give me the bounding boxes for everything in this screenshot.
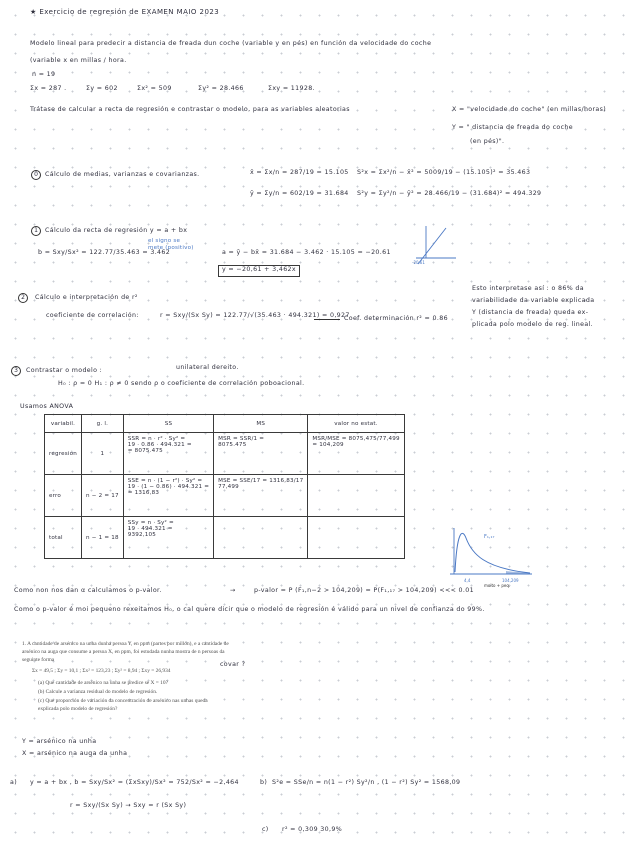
step-0-marker: 0 xyxy=(31,170,41,180)
exercise-title: ★ Exercicio de regresión de EXAMEN MAIO 2023 xyxy=(30,8,220,16)
second-x-def: X = arsénico na auga da unha xyxy=(22,750,128,757)
correlation-label: coeficiente de correlación: xyxy=(46,312,139,319)
question-a: (a) Que cantidade de arsénico na unha se predice se X = 10? xyxy=(38,680,168,686)
step-2-label: Cálculo e interpretación de r² xyxy=(35,294,138,301)
row-f xyxy=(308,475,404,517)
regression-line: y = −20,61 + 3,462x xyxy=(222,266,296,273)
sum-y2: Σy² = 28.466 xyxy=(198,85,244,92)
row-ms xyxy=(214,475,308,517)
ss-line: = 1316,83 xyxy=(127,490,160,496)
sign-note-2: mete (positivo) xyxy=(148,245,194,251)
part-b-formula: S²e = SSe/n = n(1 − r²) Sy²/n , (1 − r²) Sy² = 1568,09 xyxy=(272,779,461,786)
step-3-label: Contrastar o modelo : xyxy=(26,367,103,374)
f-stat-label: 104,209 xyxy=(502,578,519,583)
slope-b: b = Sxy/Sx² = 122.77/35.463 = 3.462 xyxy=(38,249,171,256)
f-distribution-sketch xyxy=(444,522,536,588)
y-definition-cont: (en pés)". xyxy=(470,138,505,145)
printed-stats: Σx = 49,5 ; Σy = 10,1 ; Σx² = 123,23 ; Σy² = 8,94 ; Σxy = 26,934 xyxy=(32,668,171,674)
header-gl: g. l. xyxy=(82,415,124,433)
part-c-label: c) xyxy=(262,826,269,833)
header-ms: MS xyxy=(214,415,308,433)
sum-x: Σx = 287 . xyxy=(30,85,67,92)
ss-line: 19 · (1 − 0.86) · 494.321 = xyxy=(127,484,210,490)
interp-1: Esto interpretase así : o 86% da xyxy=(472,285,584,292)
anova-table xyxy=(44,414,405,559)
header-variabil: variabil. xyxy=(45,415,82,433)
f-curve-label: F₁,₁₇ xyxy=(484,534,495,540)
ms-line: MSR = SSR/1 = xyxy=(218,436,265,442)
ss-line: 19 · 494.321 = xyxy=(127,526,173,532)
row-gl: 1 xyxy=(82,433,124,475)
printed-line-2: arsénico na auga que consume a persoa X, en ppm, foi estudada nunha mostra de n persoas da xyxy=(22,649,225,655)
part-b-label: b) xyxy=(260,779,268,786)
ss-line: SSy = n · Sy² = xyxy=(127,520,174,526)
intro-line-1: Modelo lineal para predecir a distancia de freada dun coche (variable y en pés) en función da velocidade do coche xyxy=(30,40,432,47)
f-critical-label: 4,4 xyxy=(464,578,471,583)
arrow-icon: → xyxy=(230,587,236,594)
step-0-label: Cálculo de medias, varianzas e covarianzas. xyxy=(45,171,200,178)
pvalue-formula: p-valor = P (F₁,n−2 > 104,209) = P(F₁,₁₇ > 104,209) <<< 0.01 xyxy=(254,587,474,594)
interp-3: Y (distancia de freada) queda ex- xyxy=(472,309,589,316)
row-label: erro xyxy=(45,475,82,517)
row-gl: n − 1 = 18 xyxy=(82,517,124,559)
part-a-formula: y = a + bx , b = Sxy/Sx² = (ΣxSxy)/Sx² = 752/Sx² = −2,464 xyxy=(30,779,239,786)
sketch-label: -20.61 xyxy=(412,260,425,265)
intercept-a: a = ȳ − bx̄ = 31.684 − 3.462 · 15.105 = −20.61 xyxy=(222,249,391,256)
second-y-def: Y = arsénico na unha xyxy=(22,738,97,745)
r-relation: r = Sxy/(Sx Sy) → Sxy = r (Sx Sy) xyxy=(70,802,187,809)
usamos-anova: Usamos ANOVA xyxy=(20,403,74,410)
intro-line-2: (variable x en millas / hora. xyxy=(30,57,127,64)
sample-size: n = 19 xyxy=(32,71,56,78)
printed-line-1: 1. A cantidade de arsénico na unha dunha persoa Y, en ppm (partes por millón), e a cantidade de xyxy=(22,641,229,647)
star-icon: ★ xyxy=(30,8,37,16)
interp-2: variabilidade da variable explicada xyxy=(472,297,595,304)
conclusion: Como o p-valor é moi pequeno rexeitamos H₀, o cal quere dicir que o modelo de regresión é válido para un nivel de confianza do 99%. xyxy=(14,606,485,613)
ss-line: = 8075.475 xyxy=(127,448,163,454)
row-ss xyxy=(123,475,213,517)
row-ms xyxy=(214,517,308,559)
sum-x2: Σx² = 509 xyxy=(137,85,172,92)
ss-line: 9392,105 xyxy=(127,532,157,538)
part-a-label: a) xyxy=(10,779,18,786)
step-3-marker: 3 xyxy=(11,366,21,376)
determination-coef: Coef. determinación r² = 0.86 xyxy=(344,315,448,322)
printed-line-3: seguinte forma xyxy=(22,657,55,663)
ss-line: SSE = n · (1 − r²) · Sy² = xyxy=(127,478,203,484)
question-c-2: explicada polo modelo de regresión? xyxy=(38,706,118,712)
row-f xyxy=(308,517,404,559)
row-ms xyxy=(214,433,308,475)
anova-row-regresion xyxy=(45,433,405,475)
arrow-line xyxy=(314,319,340,320)
row-ss xyxy=(123,433,213,475)
row-label: regresión xyxy=(45,433,82,475)
sign-note-1: el signo se xyxy=(148,238,181,244)
question-b: (b) Calcule a varianza residual do modelo de regresión. xyxy=(38,689,158,695)
variance-y: S²y = Σy²/n − ȳ² = 28.466/19 − (31.684)² = 494.329 xyxy=(357,190,542,197)
anova-row-erro xyxy=(45,475,405,517)
f-tail-note: moito + peq. xyxy=(484,583,511,588)
x-definition: X = "velocidade do coche" (en millas/horas) xyxy=(452,106,607,113)
f-line: = 104,209 xyxy=(312,442,344,448)
y-definition: Y = " distancia de freada do coche xyxy=(452,124,573,131)
ss-line: 19 · 0.86 · 494.321 = xyxy=(127,442,192,448)
ss-line: SSR = n · r² · Sy² = xyxy=(127,436,186,442)
interp-4: plicada polo modelo de reg. lineal. xyxy=(472,321,594,328)
mean-x: x̄ = Σx/n = 287/19 = 15.105 xyxy=(250,169,349,176)
question-c-1: (c) Que proporción de variación da concentración de arsénico nas unhas queda xyxy=(38,698,208,704)
regression-sketch xyxy=(412,222,462,266)
step-1-marker: 1 xyxy=(31,226,41,236)
part-c-formula: r² = 0,309 30,9% xyxy=(282,826,343,833)
sum-xy: Σxy = 11928. xyxy=(268,85,315,92)
ms-line: 77,499 xyxy=(218,484,239,490)
header-f: valor no estat. xyxy=(308,415,404,433)
step-2-marker: 2 xyxy=(18,293,28,303)
mean-y: ȳ = Σy/n = 602/19 = 31.684 xyxy=(250,190,349,197)
ms-line: 8075.475 xyxy=(218,442,247,448)
row-label: total xyxy=(45,517,82,559)
row-gl: n − 2 = 17 xyxy=(82,475,124,517)
f-line: MSR/MSE = 8075,475/77,499 xyxy=(312,436,400,442)
covar-note: covar ? xyxy=(220,661,246,668)
task-statement: Trátase de calcular a recta de regresión e contrastar o modelo, para as variables aleatorias xyxy=(30,106,350,113)
anova-row-total xyxy=(45,517,405,559)
variance-x: S²x = Σx²/n − x̄² = 5009/19 − (15.105)² = 35.463 xyxy=(357,169,531,176)
unilateral-note: unilateral dereito. xyxy=(176,364,239,371)
correlation-formula: r = Sxy/(Sx Sy) = 122.77/√(35.463 · 494.321) = 0,927 xyxy=(160,312,350,319)
step-1-label: Cálculo da recta de regresión y = a + bx xyxy=(45,227,188,234)
header-ss: SS xyxy=(123,415,213,433)
sketch-line xyxy=(418,228,446,264)
sum-y: Σy = 602 xyxy=(86,85,118,92)
hypotheses: H₀ : ρ = 0 H₁ : ρ ≠ 0 sendo ρ o coeficiente de correlación poboacional. xyxy=(58,380,305,387)
ms-line: MSE = SSE/17 = 1316,83/17 xyxy=(218,478,304,484)
pvalue-intro: Como non nos dan α calculamos o p-valor. xyxy=(14,587,162,594)
row-ss xyxy=(123,517,213,559)
row-f xyxy=(308,433,404,475)
anova-header-row xyxy=(45,415,405,433)
